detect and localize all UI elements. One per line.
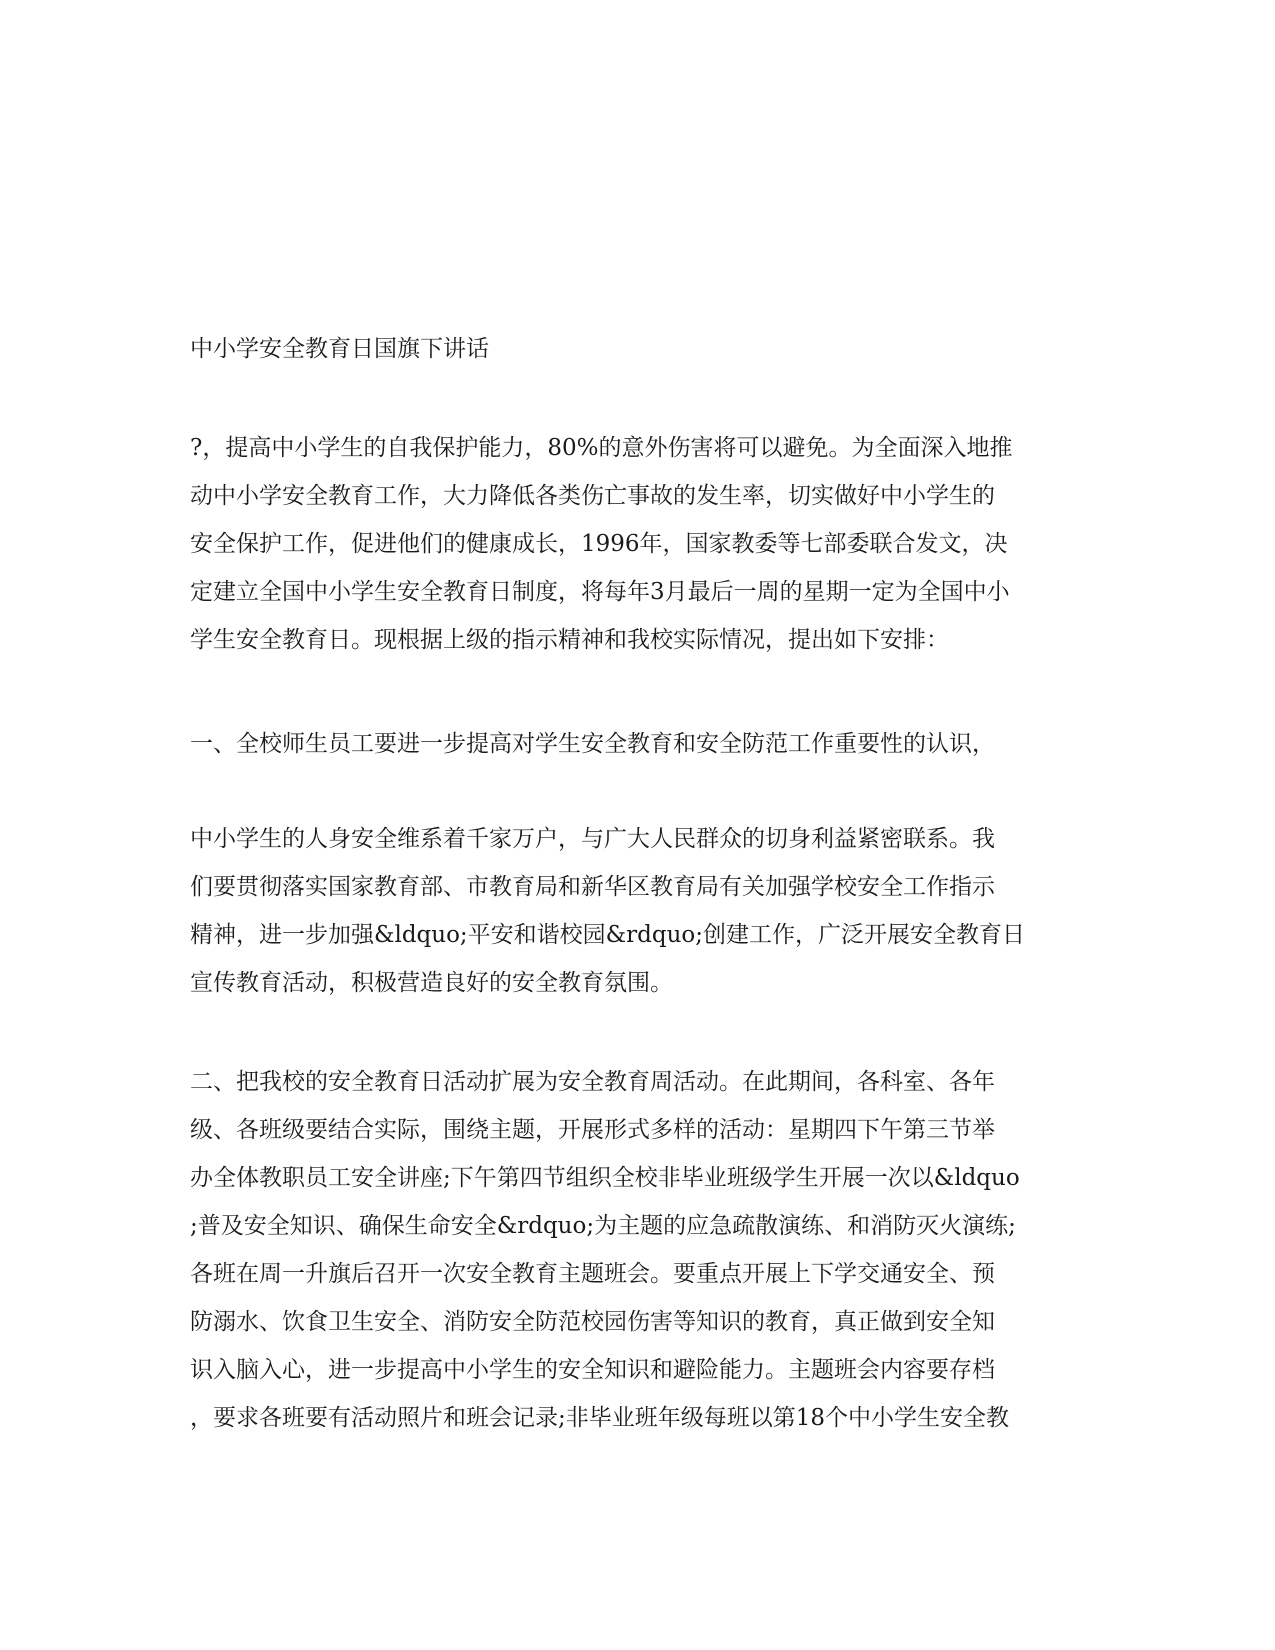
text-line: 定建立全国中小学生安全教育日制度，将每年3月最后一周的星期一定为全国中小 [190, 579, 1010, 605]
paragraph-section-two [190, 1058, 1090, 1442]
text-line: 级、各班级要结合实际，围绕主题，开展形式多样的活动：星期四下午第三节举 [190, 1117, 995, 1143]
text-line: 宣传教育活动，积极营造良好的安全教育氛围。 [190, 970, 673, 996]
text-line: 各班在周一升旗后召开一次安全教育主题班会。要重点开展上下学交通安全、预 [190, 1261, 995, 1287]
text-line: 安全保护工作，促进他们的健康成长，1996年，国家教委等七部委联合发文，决 [190, 531, 1008, 557]
text-line: 中小学生的人身安全维系着千家万户，与广大人民群众的切身利益紧密联系。我 [190, 826, 995, 852]
text-line: 动中小学安全教育工作，大力降低各类伤亡事故的发生率，切实做好中小学生的 [190, 483, 995, 509]
text-line: 们要贯彻落实国家教育部、市教育局和新华区教育局有关加强学校安全工作指示 [190, 874, 995, 900]
text-line: 二、把我校的安全教育日活动扩展为安全教育周活动。在此期间，各科室、各年 [190, 1069, 995, 1095]
text-line: ，要求各班要有活动照片和班会记录;非毕业班年级每班以第18个中小学生安全教 [190, 1405, 1010, 1431]
text-line: ?，提高中小学生的自我保护能力，80%的意外伤害将可以避免。为全面深入地推 [190, 435, 1013, 461]
document-title: 中小学安全教育日国旗下讲话 [190, 336, 489, 362]
text-line: 一、全校师生员工要进一步提高对学生安全教育和安全防范工作重要性的认识， [190, 731, 995, 757]
paragraph-intro [190, 424, 1090, 664]
text-line: 识入脑入心，进一步提高中小学生的安全知识和避险能力。主题班会内容要存档 [190, 1357, 995, 1383]
text-line: 精神，进一步加强&ldquo;平安和谐校园&rdquo;创建工作，广泛开展安全教育日 [190, 922, 1026, 948]
paragraph-section-one-body [190, 815, 1090, 1007]
text-line: 学生安全教育日。现根据上级的指示精神和我校实际情况，提出如下安排： [190, 627, 949, 653]
text-line: ;普及安全知识、确保生命安全&rdquo;为主题的应急疏散演练、和消防灭火演练; [190, 1213, 1016, 1239]
text-line: 防溺水、饮食卫生安全、消防安全防范校园伤害等知识的教育，真正做到安全知 [190, 1309, 995, 1335]
paragraph-section-one-heading [190, 720, 1090, 768]
text-line: 办全体教职员工安全讲座;下午第四节组织全校非毕业班级学生开展一次以&ldquo [190, 1165, 1020, 1191]
